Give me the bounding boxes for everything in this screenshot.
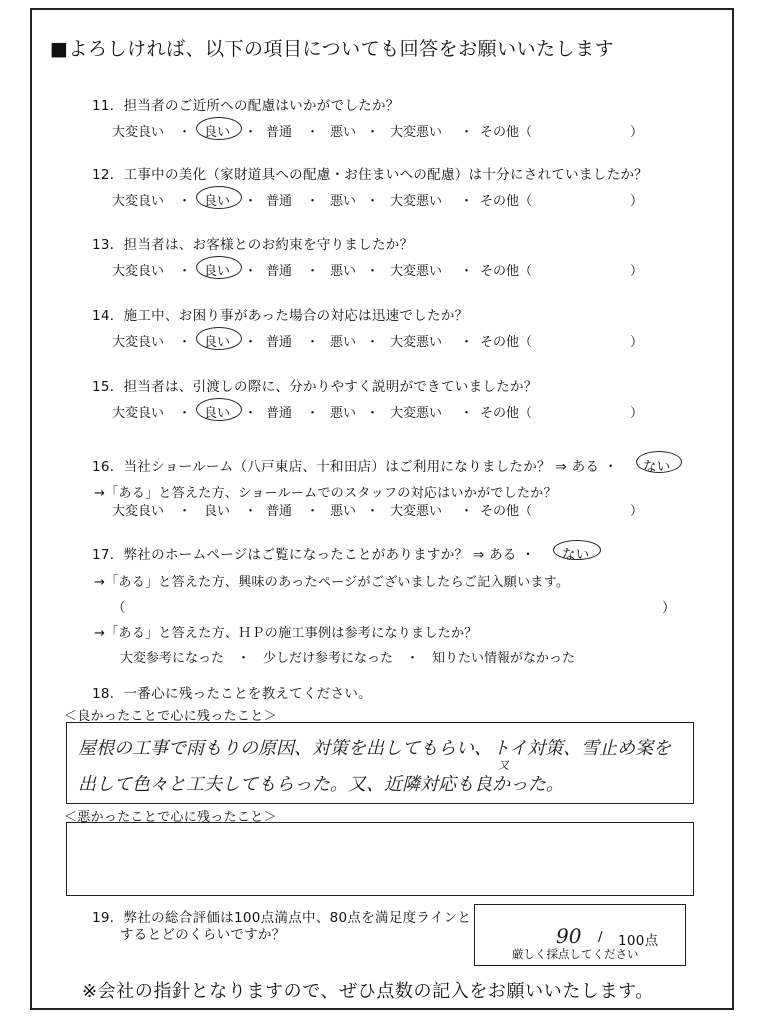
q11-paren-close: ） — [630, 125, 644, 140]
form-title: ■よろしければ、以下の項目についても回答をお願いいたします — [50, 38, 615, 60]
q11-option-good[interactable]: 良い — [204, 125, 231, 140]
q14-dot: ・ — [460, 335, 474, 350]
q15-option-other[interactable]: その他（ — [480, 406, 533, 421]
q19-line1: 19．弊社の総合評価は100点満点中、80点を満足度ラインと — [92, 910, 472, 926]
q17-answer[interactable]: ない — [562, 547, 590, 563]
q15-dot: ・ — [306, 406, 320, 421]
q14-dot: ・ — [178, 335, 192, 350]
q16-dot: ・ — [178, 504, 192, 519]
q11-option-very_bad[interactable]: 大変悪い — [390, 125, 443, 140]
q11-dot: ・ — [244, 125, 258, 140]
q17-follow1: →「ある」と答えた方、興味のあったページがございましたらご記入願います。 — [94, 575, 570, 590]
q13-paren-close: ） — [630, 264, 644, 279]
q16-answer-circle — [636, 451, 682, 473]
q16-paren-close: ） — [630, 504, 644, 519]
q16-follow: →「ある」と答えた方、ショールームでのスタッフの対応はいかがでしたか？ — [94, 486, 557, 501]
q19-line2: するとどのくらいですか？ — [120, 927, 286, 943]
q13-dot: ・ — [306, 264, 320, 279]
q14-dot: ・ — [306, 335, 320, 350]
question-label: 12．工事中の美化（家財道具への配慮・お住まいへの配慮）は十分にされていましたか？ — [92, 167, 648, 183]
q19-note: 厳しく採点してください — [512, 947, 639, 961]
q16-option-great[interactable]: 大変良い — [112, 504, 165, 519]
q16-dot: ・ — [306, 504, 320, 519]
q12-dot: ・ — [460, 194, 474, 209]
q12-option-other[interactable]: その他（ — [480, 194, 533, 209]
q15-option-bad[interactable]: 悪い — [330, 406, 357, 421]
q13-option-other[interactable]: その他（ — [480, 264, 533, 279]
q12-selected-circle — [196, 186, 242, 209]
q19-max: 100点 — [618, 933, 659, 949]
q15-dot: ・ — [460, 406, 474, 421]
q14-option-very_bad[interactable]: 大変悪い — [390, 335, 443, 350]
q16-dot: ・ — [460, 504, 474, 519]
q17-answer-circle — [553, 540, 601, 560]
q14-option-normal[interactable]: 普通 — [266, 335, 293, 350]
q18-good-line2: 出して色々と工夫してもらった。又、近隣対応も良かった。 — [78, 774, 564, 795]
q12-dot: ・ — [244, 194, 258, 209]
q13-option-great[interactable]: 大変良い — [112, 264, 165, 279]
q16-option-good[interactable]: 良い — [204, 504, 231, 519]
q12-option-great[interactable]: 大変良い — [112, 194, 165, 209]
q14-selected-circle — [196, 327, 242, 350]
q12-option-very_bad[interactable]: 大変悪い — [390, 194, 443, 209]
question-label: 11．担当者のご近所への配慮はいかがでしたか？ — [92, 98, 400, 114]
q18-good-insert: 又 — [498, 759, 509, 772]
q12-paren-close: ） — [630, 194, 644, 209]
q12-option-normal[interactable]: 普通 — [266, 194, 293, 209]
footer-note: ※会社の指針となりますので、ぜひ点数の記入をお願いいたします。 — [82, 981, 654, 1002]
q17-paren-close: ） — [662, 600, 676, 616]
q14-paren-close: ） — [630, 335, 644, 350]
question-label: 15．担当者は、引渡しの際に、分かりやすく説明ができていましたか？ — [92, 379, 538, 395]
q13-option-good[interactable]: 良い — [204, 264, 231, 279]
q19-score: 90 — [556, 924, 582, 948]
q15-option-very_bad[interactable]: 大変悪い — [390, 406, 443, 421]
q11-dot: ・ — [306, 125, 320, 140]
q18-bad-box[interactable] — [66, 822, 694, 896]
q15-dot: ・ — [366, 406, 380, 421]
q18-bad-header: ＜悪かったことで心に残ったこと＞ — [64, 810, 277, 825]
q16-option-other[interactable]: その他（ — [480, 504, 533, 519]
q11-option-other[interactable]: その他（ — [480, 125, 533, 140]
q11-option-great[interactable]: 大変良い — [112, 125, 165, 140]
q19-slash: / — [598, 929, 603, 945]
q12-dot: ・ — [178, 194, 192, 209]
q12-option-bad[interactable]: 悪い — [330, 194, 357, 209]
q11-dot: ・ — [460, 125, 474, 140]
q12-option-good[interactable]: 良い — [204, 194, 231, 209]
q13-dot: ・ — [178, 264, 192, 279]
q16-dot: ・ — [244, 504, 258, 519]
q18-good-line1: 屋根の工事で雨もりの原因、対策を出してもらい、トイ対策、雪止め案を — [78, 738, 672, 759]
q13-option-bad[interactable]: 悪い — [330, 264, 357, 279]
q18-good-header: ＜良かったことで心に残ったこと＞ — [64, 709, 277, 724]
q16-dot: ・ — [366, 504, 380, 519]
q13-dot: ・ — [244, 264, 258, 279]
q17-follow2: →「ある」と答えた方、ＨＰの施工事例は参考になりましたか？ — [94, 626, 478, 641]
q15-dot: ・ — [244, 406, 258, 421]
q13-selected-circle — [196, 256, 242, 279]
q14-option-bad[interactable]: 悪い — [330, 335, 357, 350]
q11-option-bad[interactable]: 悪い — [330, 125, 357, 140]
q13-option-normal[interactable]: 普通 — [266, 264, 293, 279]
q11-dot: ・ — [178, 125, 192, 140]
q11-option-normal[interactable]: 普通 — [266, 125, 293, 140]
q18-label: 18．一番心に残ったことを教えてください。 — [92, 686, 372, 702]
q13-dot: ・ — [460, 264, 474, 279]
q16-label: 16．当社ショールーム（八戸東店、十和田店）はご利用になりましたか？ ⇒ ある ・ — [92, 459, 618, 475]
q16-answer[interactable]: ない — [643, 459, 671, 475]
q14-dot: ・ — [244, 335, 258, 350]
q14-dot: ・ — [366, 335, 380, 350]
question-label: 13．担当者は、お客様とのお約束を守りましたか？ — [92, 237, 414, 253]
q15-option-normal[interactable]: 普通 — [266, 406, 293, 421]
q14-option-great[interactable]: 大変良い — [112, 335, 165, 350]
q15-option-good[interactable]: 良い — [204, 406, 231, 421]
q15-selected-circle — [196, 398, 242, 421]
q11-dot: ・ — [366, 125, 380, 140]
question-label: 14．施工中、お困り事があった場合の対応は迅速でしたか？ — [92, 308, 469, 324]
q17-choices: 大変参考になった ・ 少しだけ参考になった ・ 知りたい情報がなかった — [120, 651, 576, 666]
q13-option-very_bad[interactable]: 大変悪い — [390, 264, 443, 279]
q12-dot: ・ — [306, 194, 320, 209]
q16-option-bad[interactable]: 悪い — [330, 504, 357, 519]
q15-paren-close: ） — [630, 406, 644, 421]
q17-label: 17．弊社のホームページはご覧になったことがありますか？ ⇒ ある ・ — [92, 547, 536, 563]
q17-paren-open: （ — [112, 600, 126, 616]
q13-dot: ・ — [366, 264, 380, 279]
q15-dot: ・ — [178, 406, 192, 421]
q11-selected-circle — [196, 117, 242, 140]
q15-option-great[interactable]: 大変良い — [112, 406, 165, 421]
q16-option-very_bad[interactable]: 大変悪い — [390, 504, 443, 519]
q16-option-normal[interactable]: 普通 — [266, 504, 293, 519]
q12-dot: ・ — [366, 194, 380, 209]
q14-option-good[interactable]: 良い — [204, 335, 231, 350]
q14-option-other[interactable]: その他（ — [480, 335, 533, 350]
